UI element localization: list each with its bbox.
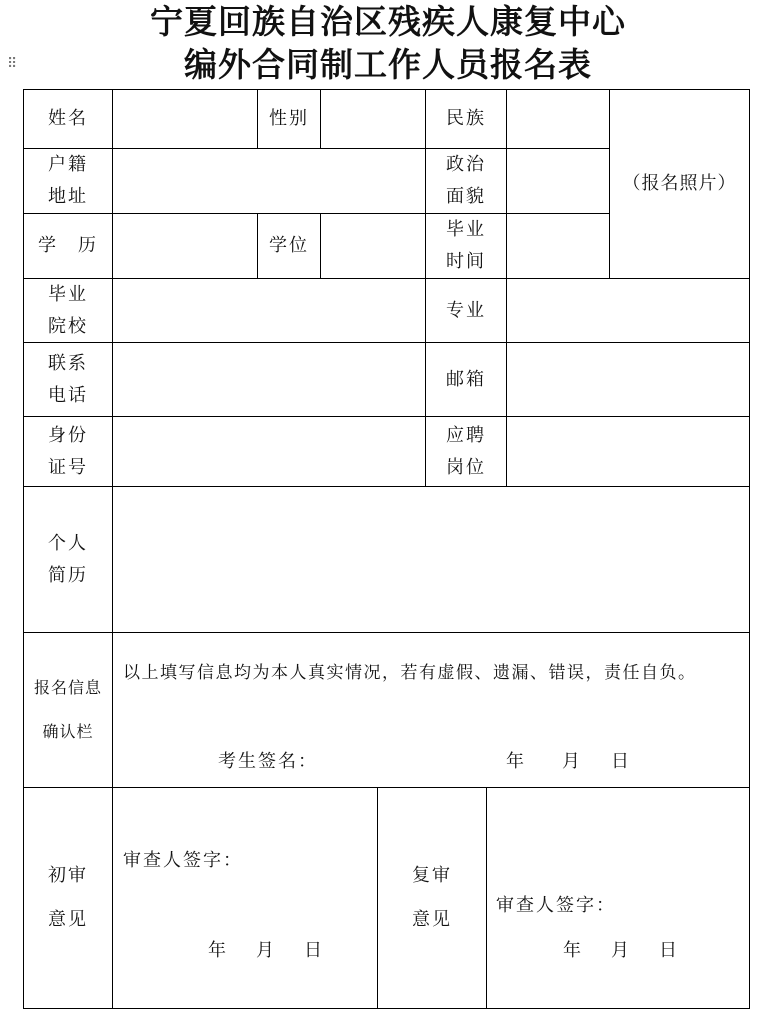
label-second-review (378, 788, 486, 1008)
form-title-line1: 宁夏回族自治区残疾人康复中心 (150, 2, 626, 41)
label-confirmation-line2: 确认栏 (42, 722, 94, 741)
input-phone[interactable] (113, 343, 425, 416)
form-title-line2: 编外合同制工作人员报名表 (184, 45, 592, 84)
row-border (23, 1008, 750, 1009)
label-resume-line1: 个人 (48, 532, 88, 554)
first-review-day: 日 (304, 940, 324, 961)
input-position[interactable] (507, 417, 749, 486)
input-education[interactable] (113, 214, 257, 278)
candidate-signature-field[interactable] (300, 745, 490, 773)
col-border (486, 787, 487, 1009)
label-education: 学 历 (38, 235, 98, 256)
label-graduation-time (426, 214, 506, 278)
input-resume[interactable] (113, 487, 749, 632)
label-id-line2: 证号 (48, 456, 88, 478)
input-major[interactable] (507, 279, 749, 342)
input-email[interactable] (507, 343, 749, 416)
label-confirmation (24, 633, 112, 787)
confirmation-statement: 以上填写信息均为本人真实情况，若有虚假、遗漏、错误，责任自负。 (123, 663, 697, 683)
label-email: 邮箱 (446, 368, 486, 390)
label-school-line2: 院校 (48, 315, 88, 337)
drag-handle-icon[interactable]: ⠿ (7, 56, 16, 72)
input-gender[interactable] (321, 90, 425, 148)
label-political-line1: 政治 (446, 154, 486, 175)
label-position (426, 417, 506, 486)
label-position-line1: 应聘 (446, 424, 486, 446)
second-review-opinion-field[interactable] (496, 820, 736, 880)
label-first-review-line1: 初审 (48, 865, 88, 886)
label-first-review (24, 788, 112, 1008)
first-review-signature-label: 审查人签字： (123, 850, 243, 871)
label-hukou (24, 149, 112, 213)
label-degree: 学位 (269, 235, 309, 256)
input-id-number[interactable] (113, 417, 425, 486)
label-position-line2: 岗位 (446, 456, 486, 478)
second-review-year: 年 (563, 940, 583, 961)
label-major: 专业 (446, 299, 486, 321)
label-id-number (24, 417, 112, 486)
confirmation-year: 年 (506, 751, 526, 772)
label-school (24, 279, 112, 342)
second-review-month: 月 (611, 940, 631, 961)
input-ethnicity[interactable] (507, 90, 609, 148)
first-review-year: 年 (208, 940, 228, 961)
confirmation-month: 月 (562, 751, 582, 772)
label-id-line1: 身份 (48, 424, 88, 446)
label-hukou-line1: 户籍 (48, 154, 88, 175)
label-gender: 性别 (269, 108, 309, 129)
row-border (23, 632, 750, 633)
first-review-month: 月 (256, 940, 276, 961)
label-second-review-line2: 意见 (412, 909, 452, 930)
label-hukou-line2: 地址 (48, 186, 88, 207)
label-political-status (426, 149, 506, 213)
label-school-line1: 毕业 (48, 283, 88, 305)
candidate-signature-label: 考生签名： (218, 751, 318, 772)
label-first-review-line2: 意见 (48, 909, 88, 930)
input-political-status[interactable] (507, 149, 609, 213)
label-graduation-time-line2: 时间 (446, 251, 486, 272)
col-border (749, 89, 750, 1009)
second-review-signature-label: 审查人签字： (496, 895, 616, 916)
photo-placeholder[interactable]: （报名照片） (622, 173, 737, 194)
label-political-line2: 面貌 (446, 186, 486, 207)
input-graduation-time[interactable] (507, 214, 609, 278)
label-resume-line2: 简历 (48, 564, 88, 586)
input-school[interactable] (113, 279, 425, 342)
label-second-review-line1: 复审 (412, 865, 452, 886)
first-review-opinion-field[interactable] (123, 872, 363, 922)
label-phone-line1: 联系 (48, 352, 88, 374)
input-degree[interactable] (321, 214, 425, 278)
label-graduation-time-line1: 毕业 (446, 219, 486, 240)
input-name[interactable] (113, 90, 257, 148)
label-confirmation-line1: 报名信息 (33, 678, 102, 697)
label-phone (24, 343, 112, 416)
second-review-day: 日 (659, 940, 679, 961)
label-resume (24, 487, 112, 632)
label-ethnicity: 民族 (446, 108, 486, 129)
label-phone-line2: 电话 (48, 384, 88, 406)
confirmation-day: 日 (611, 751, 631, 772)
input-hukou-address[interactable] (113, 149, 425, 213)
label-name: 姓名 (48, 108, 88, 129)
